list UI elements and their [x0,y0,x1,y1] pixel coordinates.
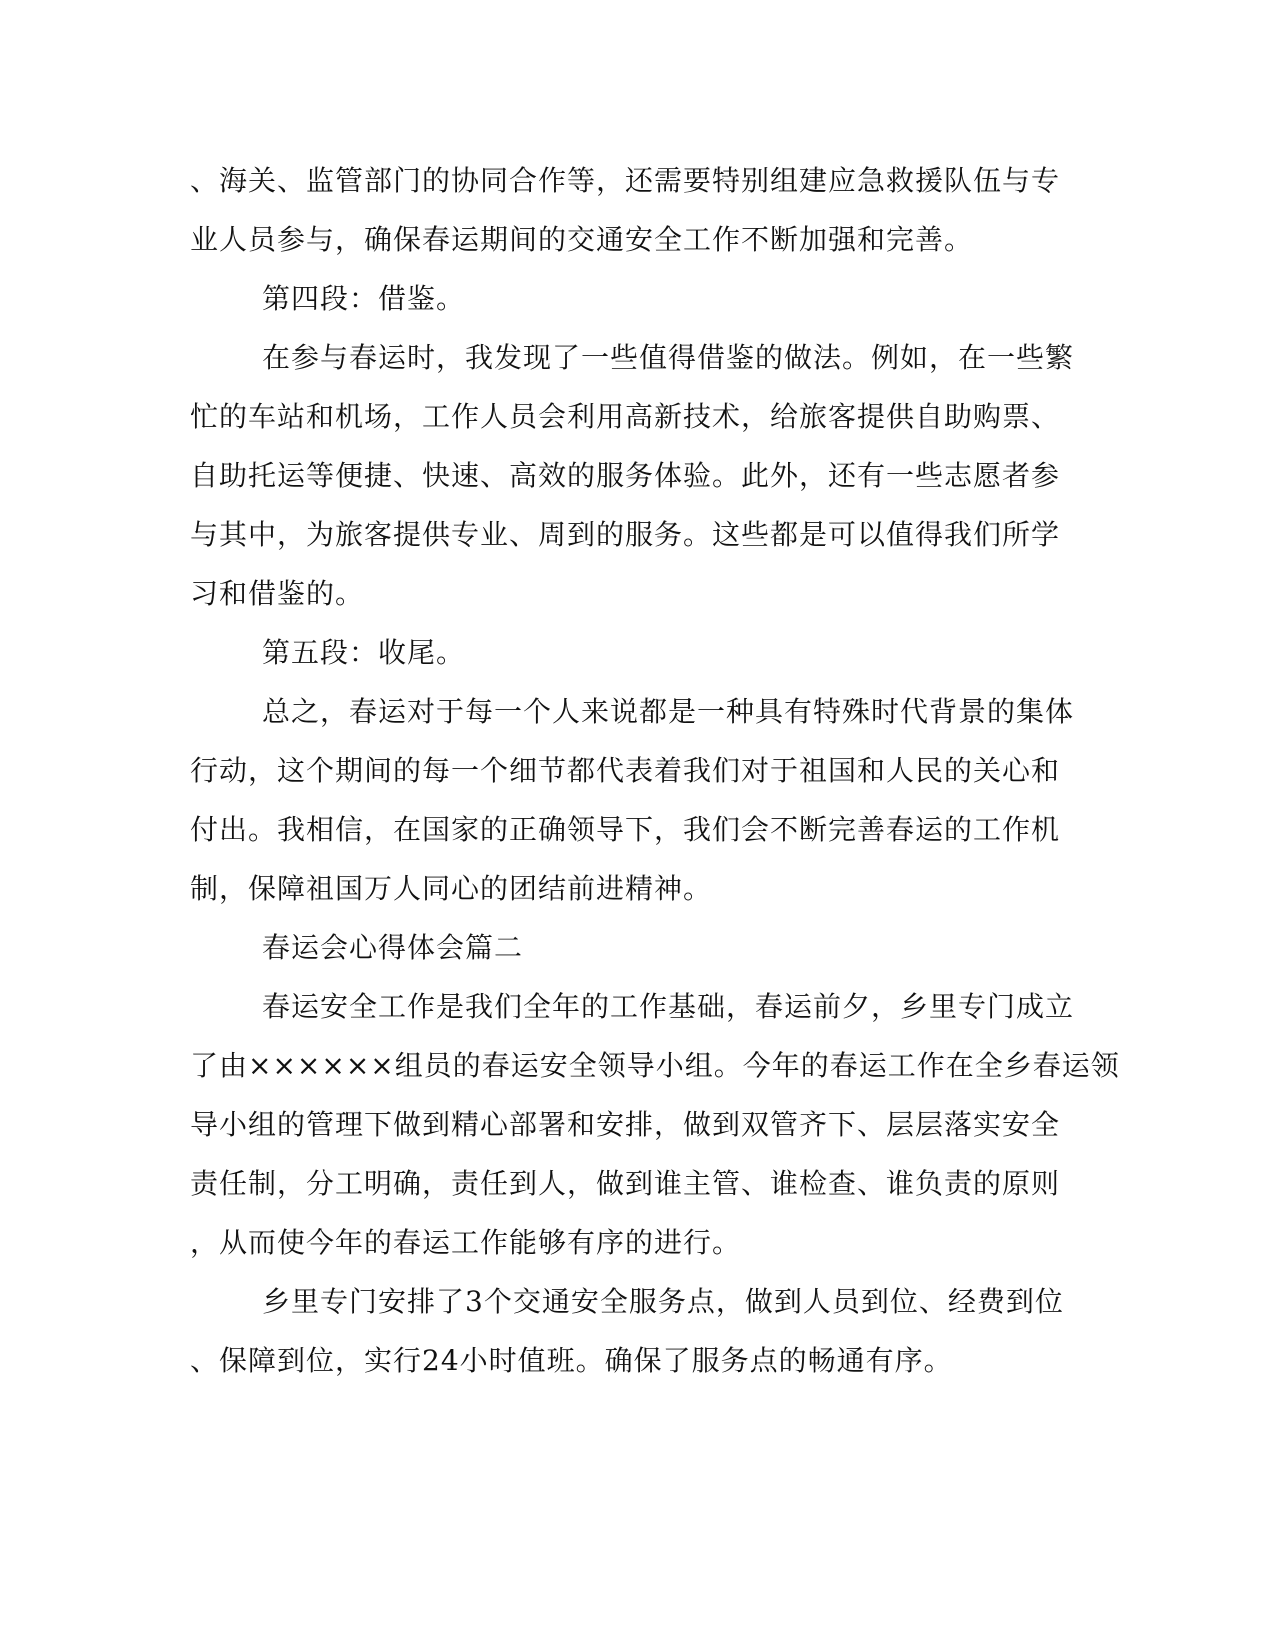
text-line: 、保障到位，实行24小时值班。确保了服务点的畅通有序。 [190,1344,953,1377]
text-line: 行动，这个期间的每一个细节都代表着我们对于祖国和人民的关心和 [190,754,1061,787]
text-line: 、海关、监管部门的协同合作等，还需要特别组建应急救援队伍与专 [190,164,1061,197]
text-line: 业人员参与，确保春运期间的交通安全工作不断加强和完善。 [190,223,974,256]
text-line: 春运安全工作是我们全年的工作基础，春运前夕，乡里专门成立 [262,990,1075,1023]
text-line: 责任制，分工明确，责任到人，做到谁主管、谁检查、谁负责的原则 [190,1167,1061,1200]
section-heading: 第五段：收尾。 [262,636,466,669]
text-line: 习和借鉴的。 [190,577,365,610]
text-line: 自助托运等便捷、快速、高效的服务体验。此外，还有一些志愿者参 [190,459,1061,492]
text-line: 总之，春运对于每一个人来说都是一种具有特殊时代背景的集体 [262,695,1075,728]
text-line: 了由××××××组员的春运安全领导小组。今年的春运工作在全乡春运领 [190,1049,1120,1082]
text-line: 乡里专门安排了3个交通安全服务点，做到人员到位、经费到位 [262,1285,1064,1318]
text-line: 忙的车站和机场，工作人员会利用高新技术，给旅客提供自助购票、 [190,400,1061,433]
text-line: 与其中，为旅客提供专业、周到的服务。这些都是可以值得我们所学 [190,518,1061,551]
text-line: 导小组的管理下做到精心部署和安排，做到双管齐下、层层落实安全 [190,1108,1061,1141]
text-line: 在参与春运时，我发现了一些值得借鉴的做法。例如，在一些繁 [262,341,1075,374]
section-heading: 第四段：借鉴。 [262,282,466,315]
text-line: 制，保障祖国万人同心的团结前进精神。 [190,872,713,905]
section-title: 春运会心得体会篇二 [262,931,524,964]
text-line: ，从而使今年的春运工作能够有序的进行。 [190,1226,742,1259]
text-line: 付出。我相信，在国家的正确领导下，我们会不断完善春运的工作机 [190,813,1061,846]
